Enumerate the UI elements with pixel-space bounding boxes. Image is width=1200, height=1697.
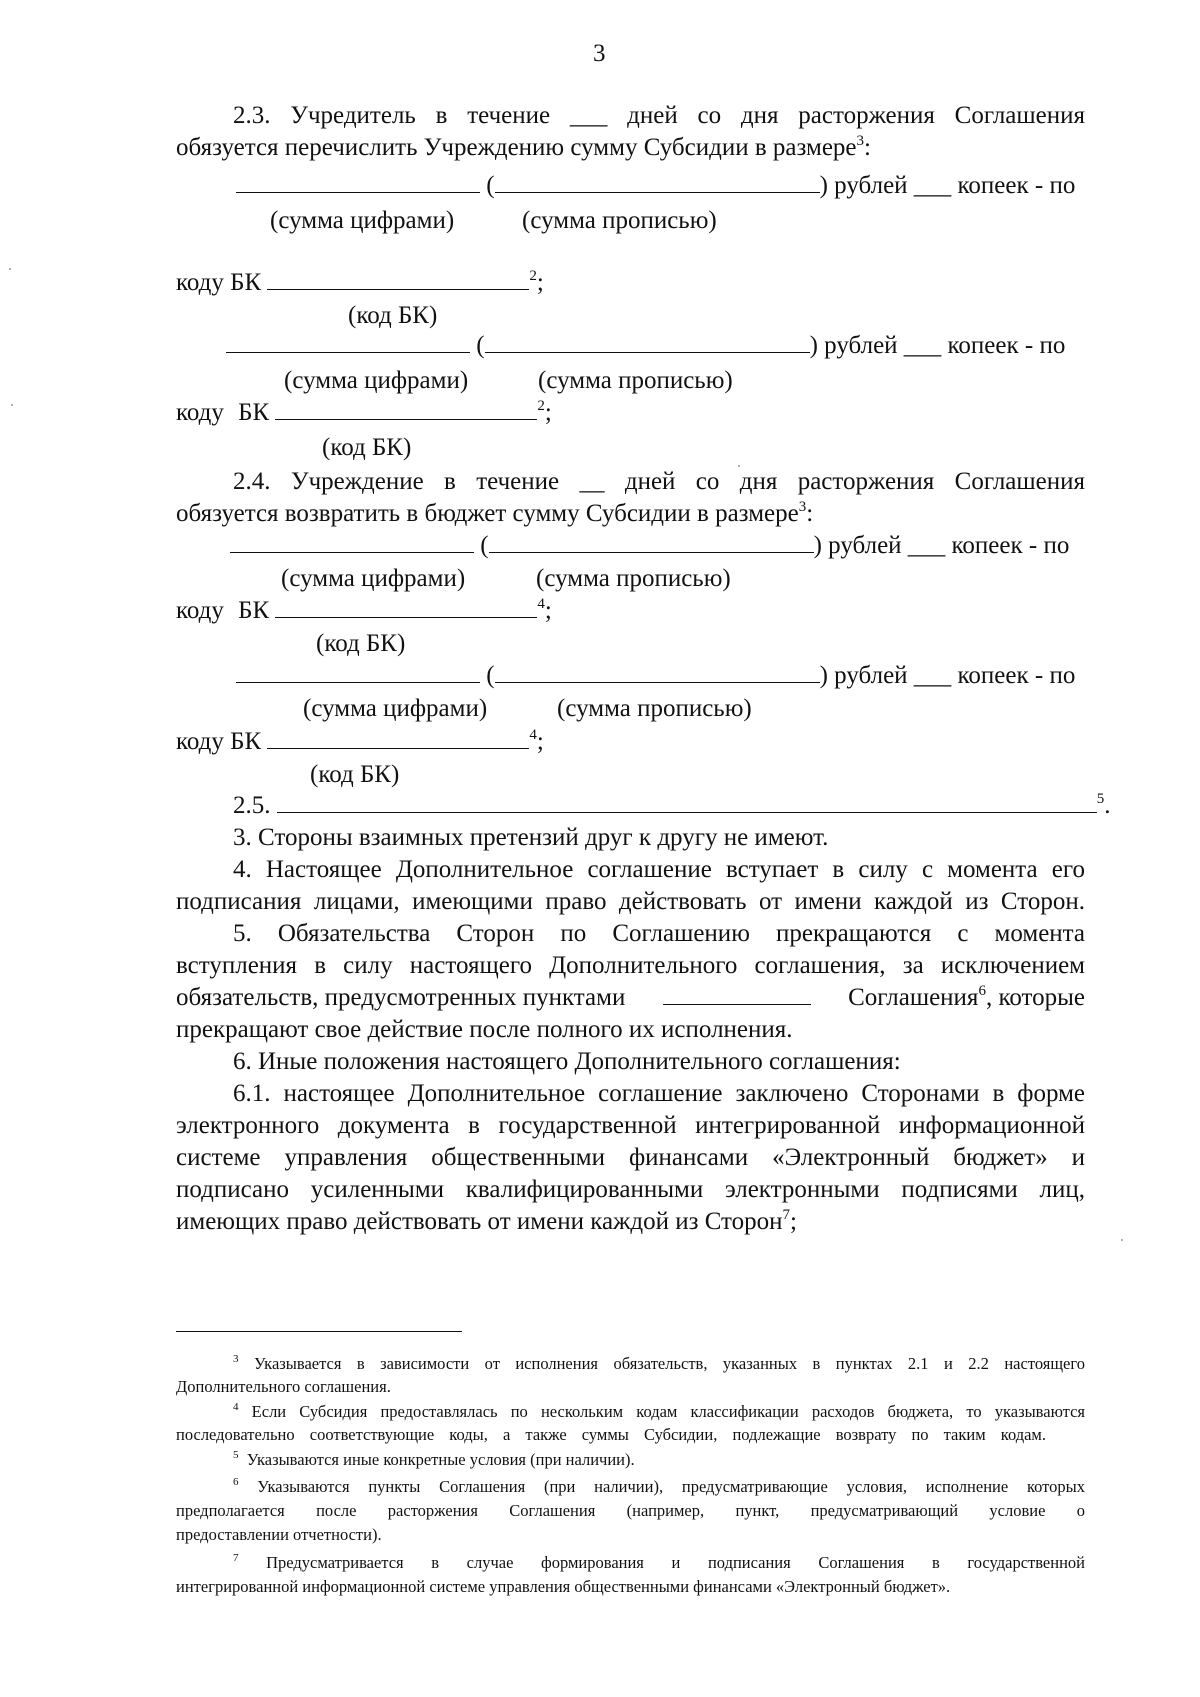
footnote-4-text: Если Субсидия предоставлялась по нескольким кодам классификации расходов бюджета, то указываются	[251, 1402, 1086, 1421]
footnote-ref-4: 4	[537, 596, 545, 612]
scan-speck	[1121, 1239, 1123, 1241]
clause-3: 3. Стороны взаимных претензий друг к другу не имеют.	[233, 824, 829, 851]
rubles-kopecks-text: ) рублей ___ копеек - по	[809, 332, 1066, 359]
clause-6-1-line-5	[176, 1206, 797, 1238]
footnote-3-text: Указывается в зависимости от исполнения обязательств, указанных в пунктах 2.1 и 2.2 настоящего	[253, 1354, 1085, 1373]
clause-5-line-4: прекращают свое действие после полного их исполнения.	[176, 1016, 793, 1043]
budget-code-label: (код БК)	[310, 761, 400, 788]
sum-digits-blank	[236, 660, 480, 683]
colon: :	[864, 134, 871, 161]
budget-code-row	[176, 267, 544, 299]
clause-5-line-3	[176, 982, 1085, 1014]
clause-6-1-text: имеющих право действовать от имени каждой из Сторон	[176, 1208, 783, 1235]
rubles-kopecks-text: ) рублей ___ копеек - по	[813, 532, 1070, 559]
sum-words-blank	[485, 330, 810, 353]
budget-code-row	[176, 595, 552, 627]
footnote-3-line-2: Дополнительного соглашения.	[176, 1377, 391, 1396]
budget-code-row	[176, 726, 544, 758]
rubles-kopecks-text: ) рублей ___ копеек - по	[819, 172, 1076, 199]
budget-code-label: (код БК)	[322, 434, 412, 461]
sum-digits-blank	[226, 330, 470, 353]
clause-4-line-2: подписания лицами, имеющими право действовать от имени каждой из Сторон.	[176, 888, 1085, 915]
footnote-7-line-2: интегрированной информационной системе управления общественными финансами «Электронный бюджет».	[176, 1577, 951, 1596]
open-paren: (	[486, 172, 495, 199]
sum-digits-label: (сумма цифрами)	[281, 565, 466, 592]
footnote-mark-5: 5	[233, 1449, 239, 1461]
scan-speck	[9, 268, 11, 270]
clause-6: 6. Иные положения настоящего Дополнительного соглашения:	[233, 1048, 901, 1075]
footnote-ref-5: 5	[1096, 791, 1105, 807]
footnote-6-line-2: предполагается после расторжения Соглашения (например, пункт, предусматривающий условие о	[176, 1501, 1085, 1520]
amount-row	[236, 660, 1075, 692]
footnote-4-line-2: последовательно соответствующие коды, а также суммы Субсидии, подлежащие возврату по таким кодам.	[176, 1425, 1046, 1444]
budget-code-prefix: коду БК	[176, 728, 262, 755]
semicolon: ;	[544, 399, 552, 426]
budget-code-blank	[267, 726, 529, 749]
semicolon: ;	[536, 728, 544, 755]
clause-2-4-text: обязуется возвратить в бюджет сумму Субсидии в размере	[176, 500, 799, 527]
other-condition-blank	[277, 790, 1097, 813]
footnote-ref-6: 6	[978, 983, 986, 999]
agreement-word: Соглашения	[848, 984, 979, 1011]
page-number: 3	[593, 40, 606, 67]
scan-speck	[738, 465, 740, 467]
footnote-6-line-1	[233, 1476, 1085, 1498]
amount-row	[226, 330, 1065, 362]
clause-2-5	[233, 790, 1111, 822]
period: .	[1104, 792, 1111, 819]
footnote-mark-6: 6	[233, 1476, 239, 1488]
clause-2-3-line-1: 2.3. Учредитель в течение ___ дней со дня расторжения Соглашения	[233, 102, 1085, 129]
clause-4-line-1: 4. Настоящее Дополнительное соглашение вступает в силу с момента его	[233, 856, 1085, 883]
footnote-mark-3: 3	[233, 1353, 239, 1365]
amount-row	[236, 170, 1075, 202]
budget-code-label: (код БК)	[348, 302, 438, 329]
open-paren: (	[486, 662, 495, 689]
clause-5-line-1: 5. Обязательства Сторон по Соглашению прекращаются с момента	[233, 920, 1085, 947]
sum-digits-label: (сумма цифрами)	[284, 367, 469, 394]
clause-2-3-text: обязуется перечислить Учреждению сумму Субсидии в размере	[176, 134, 857, 161]
clause-2-4-line-2	[176, 498, 813, 530]
footnote-ref-3: 3	[856, 133, 865, 149]
open-paren: (	[480, 532, 489, 559]
budget-code-label: (код БК)	[316, 630, 406, 657]
footnote-4-line-1	[233, 1401, 1085, 1423]
amount-row	[230, 530, 1069, 562]
footnote-ref-2: 2	[537, 398, 545, 414]
footnote-7-line-1	[233, 1552, 1085, 1574]
sum-words-blank	[489, 530, 814, 553]
sum-digits-blank	[236, 170, 480, 193]
sum-digits-label: (сумма цифрами)	[270, 207, 455, 234]
footnote-ref-2: 2	[529, 268, 537, 284]
sum-words-label: (сумма прописью)	[557, 695, 752, 722]
clause-6-1-line-4: подписано усиленными квалифицированными электронными подписями лиц,	[176, 1176, 1085, 1203]
clause-5-line-2: вступления в силу настоящего Дополнительного соглашения, за исключением	[176, 952, 1085, 979]
sum-words-label: (сумма прописью)	[536, 565, 731, 592]
sum-words-blank	[495, 660, 820, 683]
footnote-6-line-3: предоставлении отчетности).	[176, 1525, 382, 1544]
budget-code-prefix: коду БК	[176, 269, 262, 296]
colon: :	[806, 500, 814, 527]
semicolon: ;	[536, 269, 544, 296]
footnote-6-text: Указываются пункты Соглашения (при наличии), предусматривающие условия, исполнение которых	[257, 1477, 1086, 1496]
sum-words-blank	[495, 170, 820, 193]
budget-code-prefix: коду БК	[176, 597, 270, 624]
clause-6-1-line-1: 6.1. настоящее Дополнительное соглашение заключено Сторонами в форме	[233, 1080, 1085, 1107]
sum-words-label: (сумма прописью)	[538, 367, 733, 394]
footnote-7-text: Предусматривается в случае формирования и подписания Соглашения в государственной	[266, 1553, 1085, 1572]
clauses-list-blank	[663, 982, 811, 1005]
footnote-separator	[176, 1331, 462, 1332]
scan-speck	[11, 404, 13, 406]
budget-code-prefix: коду БК	[176, 399, 270, 426]
clause-6-1-line-3: системе управления общественными финансами «Электронный бюджет» и	[176, 1144, 1085, 1171]
clause-5-agreement-ref	[848, 982, 1085, 1014]
footnote-ref-4: 4	[529, 727, 537, 743]
footnote-ref-7: 7	[782, 1207, 791, 1223]
which-text: , которые	[985, 984, 1085, 1011]
clause-2-3-line-2	[176, 132, 871, 164]
clause-6-1-line-2: электронного документа в государственной интегрированной информационной	[176, 1112, 1085, 1139]
semicolon: ;	[544, 597, 552, 624]
footnote-ref-3: 3	[798, 499, 807, 515]
footnote-3-line-1	[233, 1353, 1085, 1375]
clause-2-5-prefix: 2.5.	[233, 792, 271, 819]
sum-digits-label: (сумма цифрами)	[303, 695, 488, 722]
rubles-kopecks-text: ) рублей ___ копеек - по	[819, 662, 1076, 689]
budget-code-blank	[267, 267, 529, 290]
footnote-mark-7: 7	[233, 1552, 239, 1564]
sum-digits-blank	[230, 530, 474, 553]
budget-code-blank	[275, 397, 537, 420]
footnote-5-text: Указываются иные конкретные условия (при наличии).	[246, 1450, 635, 1469]
sum-words-label: (сумма прописью)	[522, 207, 717, 234]
clause-2-4-line-1: 2.4. Учреждение в течение __ дней со дня расторжения Соглашения	[233, 468, 1085, 495]
open-paren: (	[476, 332, 485, 359]
semicolon: ;	[790, 1208, 797, 1235]
budget-code-row	[176, 397, 552, 429]
clause-5-obligations-text: обязательств, предусмотренных пунктами	[176, 984, 626, 1011]
footnote-mark-4: 4	[233, 1401, 239, 1413]
footnote-5-line-1	[233, 1449, 635, 1471]
budget-code-blank	[275, 595, 537, 618]
